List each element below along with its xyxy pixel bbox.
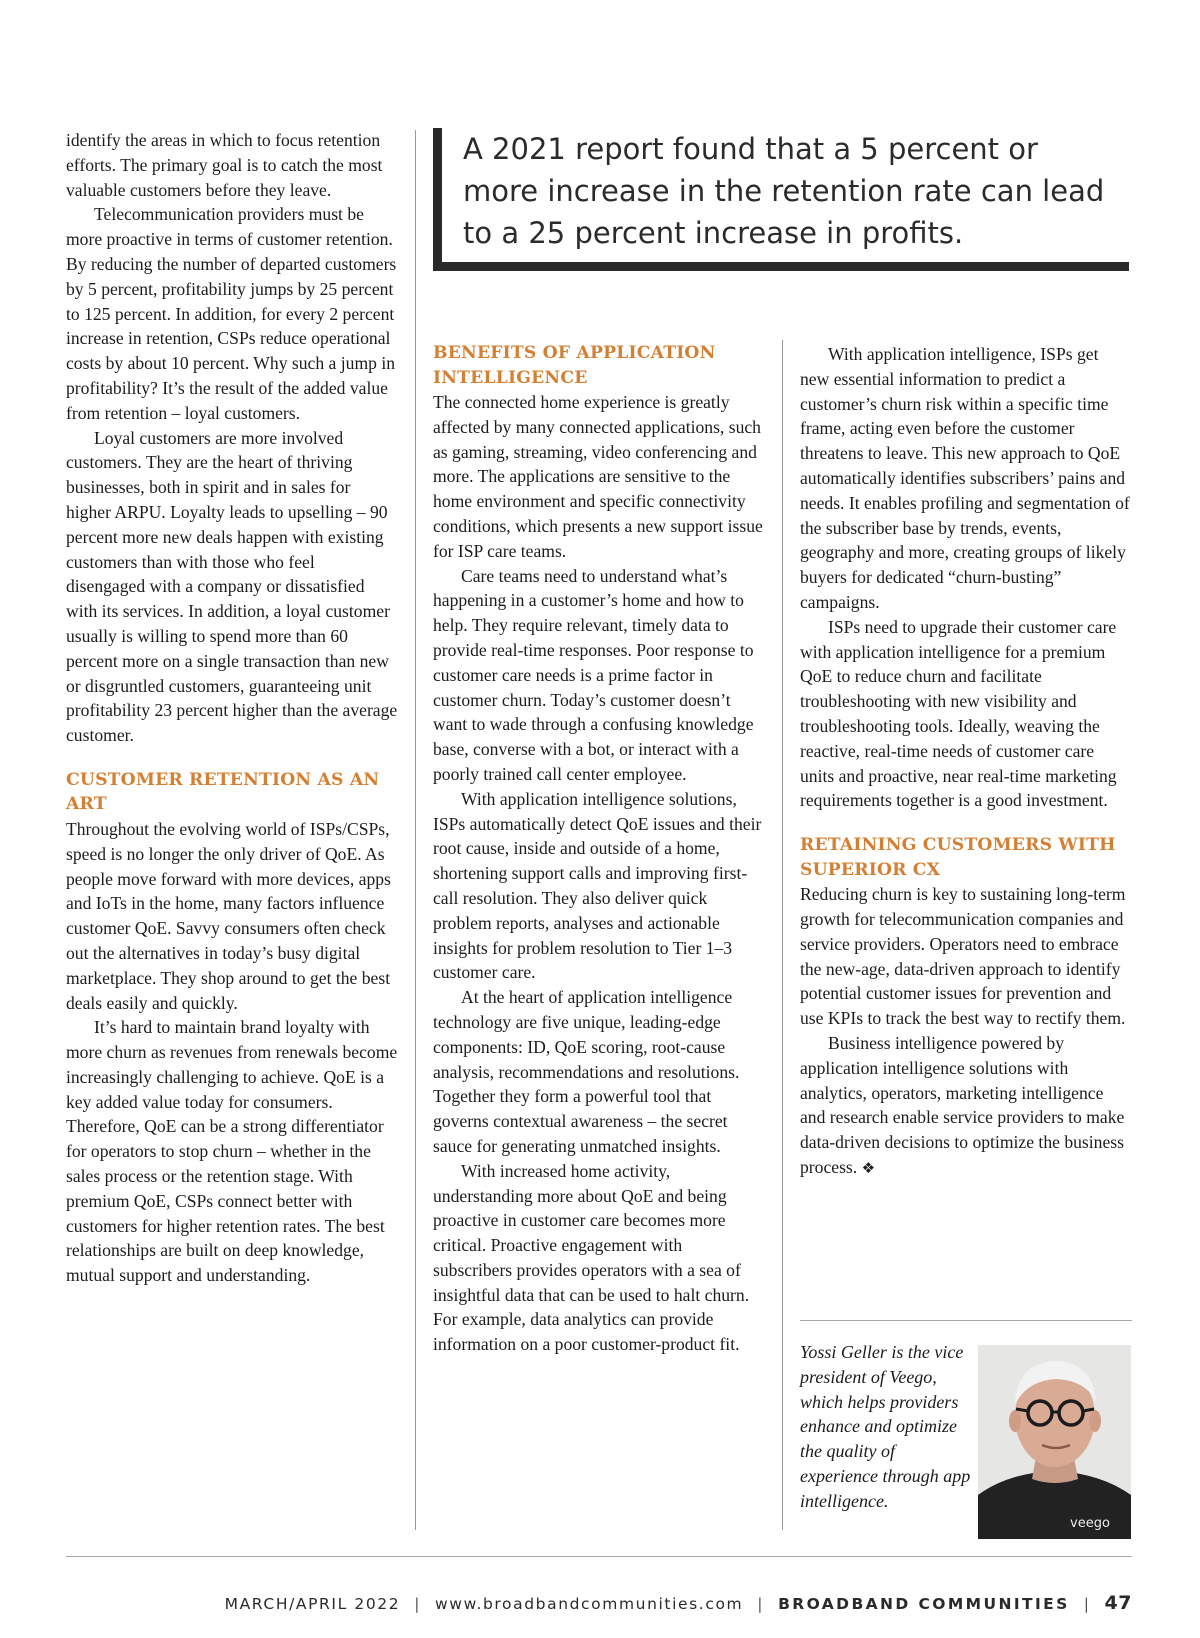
page-footer — [0, 1592, 1132, 1614]
paragraph: With application intelligence, ISPs get new essential information to predict a customer’s churn risk within a specific time frame, acting even before the customer threatens to leave. This new approach to QoE automatically identifies subscribers’ pains and needs. It enables profiling and segmentation of the subscriber base by trends, events, geography and more, creating groups of likely buyers for dedicated “churn-busting” campaigns. — [800, 344, 1130, 612]
column-3 — [800, 342, 1132, 1181]
paragraph: Care teams need to understand what’s happening in a customer’s home and how to help. They require relevant, timely data to provide real-time responses. Poor response to customer care needs is a prime factor in customer churn. Today’s customer doesn’t want to wade through a confusing knowledge base, converse with a bot, or interact with a poorly trained call center employee. — [433, 565, 754, 784]
end-mark-icon: ❖ — [861, 1158, 876, 1177]
author-photo — [978, 1345, 1131, 1539]
footer-separator: | — [414, 1595, 422, 1613]
paragraph: At the heart of application intelligence technology are five unique, leading-edge components: ID, QoE scoring, root-cause analysis, recommendations and resolutions. Together they form a powerful tool that governs contextual awareness – the secret sauce for generating unmatched insights. — [433, 987, 740, 1156]
paragraph: It’s hard to maintain brand loyalty with more churn as revenues from renewals become increasingly challenging to achieve. QoE is a key added value today for consumers. Therefore, QoE can be a strong differentiator for operators to stop churn – whether in the sales process or the retention stage. With premium QoE, CSPs connect better with customers for higher retention rates. The best relationships are built on deep knowledge, mutual support and understanding. — [66, 1017, 398, 1286]
paragraph: Throughout the evolving world of ISPs/CSPs, speed is no longer the only driver of QoE. As people move forward with more devices, apps and IoTs in the home, many factors influence customer QoE. Savvy consumers often check out the alternatives in today’s busy digital marketplace. They shop around to get the best deals easily and quickly. — [66, 818, 391, 1013]
publication-name: BROADBAND COMMUNITIES — [778, 1595, 1070, 1613]
paragraph: Telecommunication providers must be more proactive in terms of customer retention. By reducing the number of departed customers by 5 percent, profitability jumps by 25 percent to 125 percent. In addition, for every 2 percent increase in retention, CSPs reduce operational costs by about 10 percent. Why such a jump in profitability? It’s the result of the added value from retention – loyal customers. — [66, 204, 397, 423]
page-number: 47 — [1104, 1592, 1132, 1614]
paragraph-text: Business intelligence powered by application intelligence solutions with analytics, operators, marketing intelligence and research enable service providers to make data-driven decisions to optimize the business process. — [800, 1032, 1125, 1177]
section-heading: RETAINING CUSTOMERS WITH SUPERIOR CX — [800, 835, 1116, 880]
author-bio: Yossi Geller is the vice president of Veego, which helps providers enhance and optimize the quality of experience through app intelligence. — [800, 1342, 971, 1511]
paragraph: ISPs need to upgrade their customer care with application intelligence for a premium QoE to reduce churn and facilitate troubleshooting with new visibility and troubleshooting tools. Ideally, weaving the reactive, real-time needs of customer care units and proactive, near real-time marketing requirements together is a good investment. — [800, 616, 1117, 811]
bio-divider — [800, 1320, 1132, 1321]
paragraph: The connected home experience is greatly affected by many connected applications, such as gaming, streaming, video conferencing and more. The applications are sensitive to the home environment and specific connectivity conditions, which presents a new support issue for ISP care teams. — [433, 392, 763, 561]
column-2 — [433, 341, 765, 1357]
issue-date: MARCH/APRIL 2022 — [224, 1595, 401, 1613]
author-portrait-image — [978, 1345, 1131, 1539]
paragraph: Reducing churn is key to sustaining long-term growth for telecommunication companies and service providers. Operators need to embrace the new-age, data-driven approach to identify potential customer issues for prevention and use KPIs to track the best way to rectify them. — [800, 884, 1126, 1029]
paragraph: With increased home activity, understanding more about QoE and being proactive in customer care becomes more critical. Proactive engagement with subscribers provides operators with a sea of insightful data that can be used to halt churn. For example, data analytics can provide information on a poor customer-product fit. — [433, 1160, 750, 1355]
footer-divider — [66, 1556, 1132, 1557]
paragraph — [800, 1031, 1132, 1181]
column-1 — [66, 128, 398, 1288]
paragraph: With application intelligence solutions, ISPs automatically detect QoE issues and their root cause, inside and outside of a home, shortening support calls and improving first-call resolution. They also deliver quick problem reports, analyses and actionable insights for problem resolution to Tier 1–3 customer care. — [433, 788, 762, 983]
paragraph: Loyal customers are more involved customers. They are the heart of thriving businesses, both in spirit and in sales for higher ARPU. Loyalty leads to upselling – 90 percent more new deals happen with existing customers than with those who feel disengaged with a company or dissatisfied with its services. In addition, a loyal customer usually is willing to spend more than 60 percent more on a single transaction than new or disgruntled customers, guaranteeing unit profitability 23 percent higher than the average customer. — [66, 427, 398, 746]
pull-quote — [433, 128, 1129, 271]
section-heading: BENEFITS OF APPLICATION INTELLIGENCE — [433, 343, 716, 388]
pull-quote-text: A 2021 report found that a 5 percent or more increase in the retention rate can lead to a 25 percent increase in profits. — [463, 132, 1105, 250]
footer-separator: | — [1083, 1595, 1091, 1613]
paragraph: identify the areas in which to focus retention efforts. The primary goal is to catch the most valuable customers before they leave. — [66, 130, 383, 200]
footer-separator: | — [757, 1595, 765, 1613]
column-divider — [782, 340, 783, 1530]
section-heading: CUSTOMER RETENTION AS AN ART — [66, 769, 380, 815]
website-url: www.broadbandcommunities.com — [435, 1595, 744, 1613]
photo-watermark: veego — [1070, 1516, 1110, 1531]
column-divider — [415, 130, 416, 1530]
